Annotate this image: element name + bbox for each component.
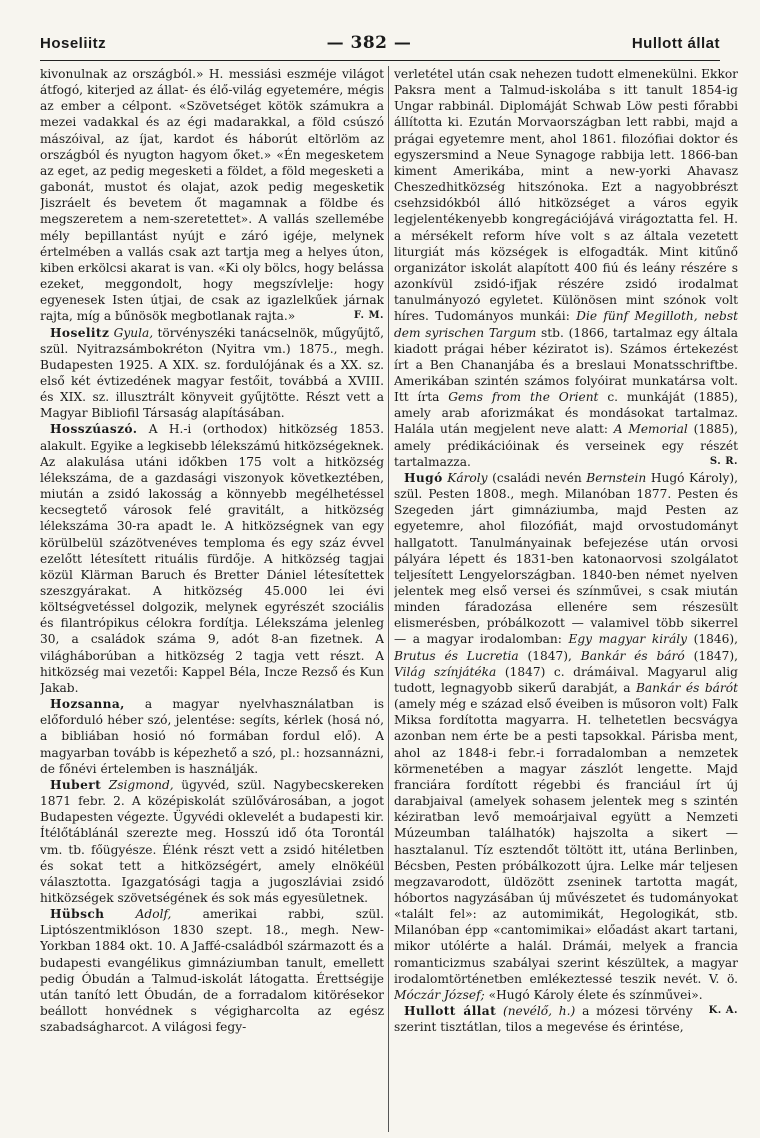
column-divider bbox=[388, 66, 389, 1132]
entry-given-name: Gyula, bbox=[113, 325, 154, 340]
right-column bbox=[394, 66, 738, 1132]
entry-given-name: Zsigmond, bbox=[108, 777, 174, 792]
entry-gloss: (nevélő, h.) bbox=[502, 1004, 576, 1019]
entry-given-name: Károly bbox=[447, 470, 488, 485]
work-title: Brutus és Lucretia bbox=[394, 648, 519, 663]
entry-hosszuaszo: Hosszúaszó. A H.-i (orthodox) hitközség 1853. alakult. Egyike a legkisebb lélekszámú hitközségeknek. Az alakulása utáni időkben 175 volt a hitközség lélekszáma, de a gazdasági viszonyok következtében, miután a zsidó lakosság a könnyebb megélhetéssel kecsegtető városok felé gravitált, a hitközség lélekszáma 30-ra apadt le. A hitközségnek van egy körülbelül százötvenéves temploma és egy száz évvel ezelőtt létesített rituális fürdője. A hitközség tagjai közül Klärman Baruch és Bretter Dániel létesítettek szeszgyárakat. A hitközség 45.000 lei évi költségvetéssel dolgozik, melynek egyrészét szociális és filantrópikus célokra fordítja. Lélekszáma jelenleg 30, a családok száma 9, adót 8-an fizetnek. A világháborúban a hitközség 2 tagja vett részt. A hitközség mai vezetői: Kappel Béla, Incze Rezső és Kun Jakab. bbox=[40, 422, 384, 695]
entry-headword: Hullott állat bbox=[404, 1004, 497, 1019]
entry-headword: Hozsanna, bbox=[50, 697, 125, 712]
work-title: Egy magyar király bbox=[568, 632, 687, 647]
entry-continuation: kivonulnak az országból.» H. messiási eszméje világot átfogó, kiterjed az állat- és élő-világ egyetemére, mégis az ember a célpont. «Szövetséget kötök számukra a mezei vadakkal és az égi madarakkal, a föld csúszó mászóival, az íjat, kardot és háborút eltörlöm az országból és nyugton hagyom őket.» «Én megesketem az eget, az pedig megesketi a földet, a föld megesketi a gabonát, mustot és olajat, azok pedig megesketik Jiszráelt és bevetem őt magamnak a földbe és megszeretem a nem-szeretettet». A vallás szellemébe mély bepillantást nyújt e záró igéje, melynek értelmében a vallás csak azt tartja meg a helyes úton, kiben erkölcsi akarat is van. «Ki oly bölcs, hogy belássa ezeket, meggondolt, hogy megszívlelje: hogy egyenesek Isten útjai, de csak az igazlelkűek járnak rajta, míg a bűnösök megbotlanak rajta.» F. M. bbox=[40, 67, 384, 324]
header-rule bbox=[40, 60, 720, 61]
entry-hubert: Hubert Zsigmond, ügyvéd, szül. Nagybecskereken 1871 febr. 2. A középiskolát szülővárosában, a jogot Budapesten végezte. Ügyvédi oklevelét a budapesti kir. Ítélőtáblánál szerezte meg. Hosszú idő óta Torontál vm. tb. főügyésze. Élénk részt vett a zsidó hitéletben és sokat tett a hitközségért, amely elnökéül választotta. Igazgatósági tagja a jugoszláviai zsidó hitközségek szövetségének és sok más egyesületnek. bbox=[40, 777, 384, 905]
author-signature: F. M. bbox=[353, 310, 384, 322]
running-header bbox=[40, 30, 720, 56]
entry-headword: Hugó bbox=[404, 470, 443, 485]
header-left-term: Hoseliitz bbox=[40, 34, 107, 52]
work-title: Bankár és báró bbox=[580, 648, 685, 663]
work-title: A Memorial bbox=[613, 422, 688, 437]
entry-headword: Hubert bbox=[50, 777, 102, 792]
left-column bbox=[40, 66, 384, 1132]
work-title: Gems from the Orient bbox=[448, 390, 599, 405]
entry-given-name: Adolf, bbox=[135, 907, 172, 922]
header-right-term: Hullott állat bbox=[631, 34, 720, 52]
author-signature: S. R. bbox=[709, 455, 738, 467]
entry-hugo-karoly: Hugó Károly (családi nevén Bernstein Hugó Károly), szül. Pesten 1808., megh. Milanóban 1877. Pesten és Szegeden járt gimnáziumba, majd Pesten az egyetemre, ahol filozófiát, majd orvostudományt hallgatott. Tanulmányainak befejezése után orvosi pályára lépett és 1831-ben katonaorvosi szolgálatot teljesített Lengyelországban. 1840-ben német nyelven jelentek meg első versei és színművei, s csak miután minden fáradozása ellenére sem részesült elismerésben, próbálkozott — valamivel több sikerrel — a magyar irodalomban: Egy magyar király (1846), Brutus és Lucretia (1847), Bankár és báró (1847), Világ színjátéka (1847) c. drámáival. Magyarul alig tudott, legnagyobb sikerű darabját, a Bankár és bárót (amely még e század első éveiben is műsoron volt) Falk Miksa fordította magyarra. H. telhetetlen becsvágya azonban nem érte be a pesti tapsokkal. Párisba ment, ahol az 1848-i febr.-i forradalomban a nemzetek körmenetében a magyar zászlót lengette. Majd franciára fordított régebbi és franciául írt új darabjaival (amelyek sohasem jelentek meg s szintén kéziratban levő memoárjaival együtt a Nemzeti Múzeumban találhatók) hajszolta a sikert — hasztalanul. Tíz esztendőt töltött itt, utána Berlinben, Bécsben, Pesten próbálkozott újra. Lelke már teljesen megzavarodott, üldözött zseninek tartotta magát, hóbortos nagyzásában új művészetet és tudományokat «talált fel»: az automimikát, Hegologikát, stb. Milanóban épp «cantomimikai» előadást akart tartani, mikor utólérte a halál. Drámái, melyek a francia romanticizmus szabályai szerint készültek, a magyar irodalomtörténetben emlékeztessé teszik nevét. V. ö. Móczár József; «Hugó Károly élete és színművei». K. A. bbox=[394, 470, 738, 1003]
entry-hubsch-continuation: verletétel után csak nehezen tudott elmenekülni. Ekkor Paksra ment a Talmud-iskolába s itt tanult 1854-ig Ungar rabbinál. Diplomáját Schwab Löw pesti főrabbi állította ki. Ezután Morvaországban lett rabbi, majd a prágai egyetemre ment, ahol 1861. filozófiai doktor és egyszersmind a Neue Synagoge rabbija lett. 1866-ban kiment Amerikába, mint a new-yorki Ahavasz Cheszedhitközség hitszónoka. Ezt a nagyobbrészt csehzsidókból álló hitközséget a város egyik legjelentékenyebb kongregációjává virágoztatta fel. H. a mérsékelt reform híve volt s az általa vezetett liturgiát más községek is elfogadták. Mint kitűnő organizátor iskolát alapított 400 fiú és leány részére s azonkívül zsidó-ifjak részére zsidó irodalmat tanulmányozó egyletet. Különösen mint szónok volt híres. Tudományos munkái: Die fünf Megilloth, nebst dem syrischen Targum stb. (1866, tartalmaz egy általa kiadott prágai héber kéziratot is). Számos értekezést írt a Ben Chananjába és a breslaui Monatsschriftbe. Amerikában szintén számos folyóirat munkatársa volt. Itt írta Gems from the Orient c. munkáját (1885), amely arab aforizmákat és mondásokat tartalmaz. Halála után megjelent neve alatt: A Memorial (1885), amely prédikációinak és verseinek egy részét tartalmazza. S. R. bbox=[394, 67, 738, 469]
author-signature: K. A. bbox=[708, 1005, 738, 1017]
reference-author: Móczár József; bbox=[394, 987, 485, 1002]
work-title: Világ színjátéka bbox=[394, 664, 497, 679]
entry-hoselitz: Hoselitz Gyula, törvényszéki tanácselnök, műgyűjtő, szül. Nyitrazsámbokréton (Nyitra vm.) 1875., megh. Budapesten 1925. A XIX. sz. fordulójának és a XX. sz. első két évtizedének magyar festőit, továbbá a XVIII. és XIX. sz. illusztrált könyveit gyűjtötte. Részt vett a Magyar Bibliofil Társaság alapításában. bbox=[40, 325, 384, 421]
entry-headword: Hübsch bbox=[50, 907, 105, 922]
entry-hullott-allat: Hullott állat (nevélő, h.) a mózesi törvény szerint tisztátlan, tilos a megevése és érintése, bbox=[394, 1004, 693, 1035]
entry-hubsch: Hübsch Adolf, amerikai rabbi, szül. Liptószentmiklóson 1830 szept. 18., megh. New-Yorkban 1884 okt. 10. A Jaffé-családból származott és a budapesti evangélikus gimnáziumban tanult, emellett pedig Óbudán a Talmud-iskolát látogatta. Érettségije után tanító lett Óbudán, de a forradalom kitörésekor beállott honvédnek s végigharcolta az egész szabadságharcot. A világosi fegy- bbox=[40, 907, 384, 1035]
entry-headword: Hosszúaszó. bbox=[50, 422, 138, 437]
page-number: — 382 — bbox=[326, 33, 412, 53]
work-title: Die fünf Megilloth, nebst dem syrischen Targum bbox=[394, 309, 738, 340]
family-name: Bernstein bbox=[586, 470, 647, 485]
entry-hozsanna: Hozsanna, a magyar nyelvhasználatban is előforduló héber szó, jelentése: segíts, kérlek (hosá nó, a bibliában hosió nó formában fordul elő). A magyarban tovább is képezhető a szó, pl.: hozsannázni, de főnévi értelemben is használják. bbox=[40, 697, 384, 776]
entry-headword: Hoselitz bbox=[50, 325, 110, 340]
work-title: Bankár és bárót bbox=[635, 680, 738, 695]
